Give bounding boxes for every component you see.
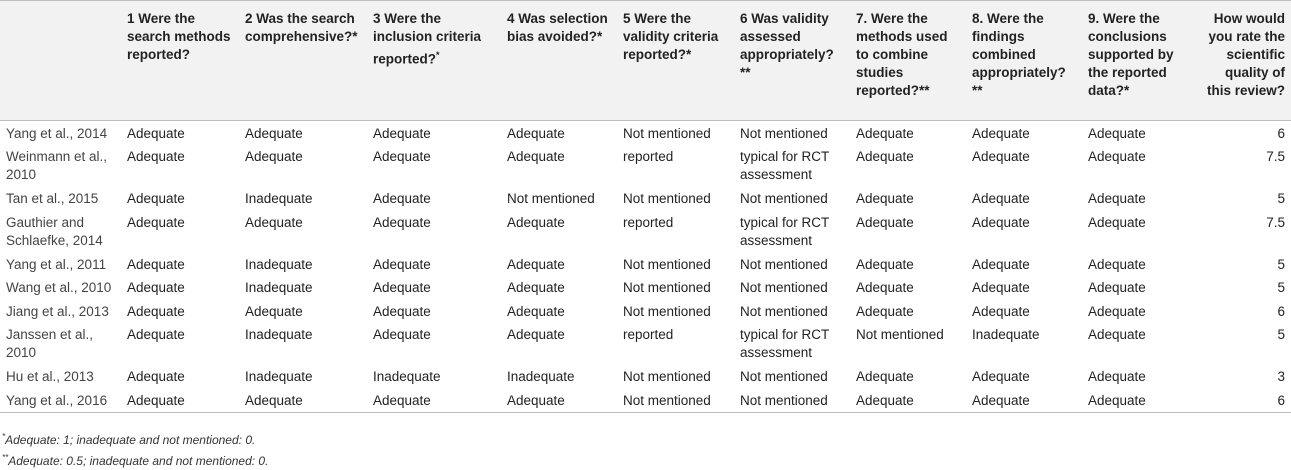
- rating-cell: Adequate: [856, 126, 914, 141]
- rating-cell: Adequate: [507, 149, 565, 164]
- rating-cell: Adequate: [245, 126, 303, 141]
- column-header-text: 8. Were the findings combined appropriately?**: [972, 11, 1066, 98]
- rating-cell: Adequate: [1088, 303, 1146, 319]
- rating-cell: Not mentioned: [623, 126, 711, 141]
- rating-cell: Adequate: [245, 214, 303, 230]
- study-cell: Yang et al., 2014: [6, 126, 108, 141]
- rating-cell: Adequate: [1088, 191, 1146, 206]
- rating-cell: Adequate: [972, 369, 1030, 384]
- rating-cell: Not mentioned: [623, 256, 711, 272]
- rating-cell: Adequate: [373, 214, 431, 230]
- study-cell: Gauthier and Schlaefke, 2014: [6, 214, 103, 248]
- score-cell: 3: [1277, 369, 1285, 384]
- footnote: [2, 449, 268, 470]
- footnote-mark: *: [2, 432, 6, 441]
- study-cell: Yang et al., 2011: [6, 256, 107, 272]
- column-header-text: 5 Were the validity criteria reported?*: [623, 11, 719, 62]
- column-header-mark: *: [436, 50, 440, 60]
- footnote-text: Adequate: 0.5; inadequate and not mentioned: 0.: [8, 454, 269, 468]
- rating-cell: Adequate: [501, 388, 617, 413]
- rating-cell: Adequate: [1082, 388, 1200, 413]
- rating-cell: Not mentioned: [740, 280, 828, 295]
- score-cell: 5: [1277, 327, 1285, 342]
- table-row: [0, 364, 1291, 388]
- rating-cell: Not mentioned: [623, 280, 711, 295]
- rating-cell: Adequate: [856, 256, 914, 272]
- score-cell: 5: [1277, 256, 1285, 272]
- rating-cell: Adequate: [1088, 280, 1146, 295]
- rating-cell: Adequate: [972, 214, 1030, 230]
- rating-cell: Adequate: [373, 303, 431, 319]
- rating-cell: Adequate: [1088, 126, 1146, 141]
- rating-cell: typical for RCT assessment: [740, 214, 830, 248]
- rating-cell: Inadequate: [245, 280, 313, 295]
- rating-cell: Adequate: [373, 126, 431, 141]
- rating-cell: Not mentioned: [623, 303, 711, 319]
- rating-cell: Adequate: [856, 369, 914, 384]
- rating-cell: Inadequate: [245, 191, 313, 206]
- table-row: [0, 322, 1291, 364]
- column-header-text: How would you rate the scientific quality of this review?: [1206, 11, 1285, 98]
- rating-cell: Adequate: [373, 256, 431, 272]
- footnotes: [2, 428, 268, 470]
- column-header-text: 2 Was the search comprehensive?*: [245, 11, 358, 44]
- rating-cell: Adequate: [507, 214, 565, 230]
- rating-cell: Adequate: [856, 303, 914, 319]
- rating-cell: Inadequate: [245, 369, 313, 384]
- score-cell: 6: [1277, 126, 1285, 141]
- column-header: [121, 1, 239, 121]
- column-header: [501, 1, 617, 121]
- table-row: [0, 210, 1291, 252]
- rating-cell: Adequate: [1088, 369, 1146, 384]
- study-cell: Yang et al., 2016: [0, 388, 121, 413]
- column-header: [734, 1, 850, 121]
- rating-cell: Not mentioned: [740, 126, 828, 141]
- footnote-mark: **: [2, 453, 9, 462]
- table-row: [0, 299, 1291, 323]
- study-cell: Wang et al., 2010: [6, 280, 112, 295]
- rating-cell: Adequate: [507, 126, 565, 141]
- rating-cell: Adequate: [972, 149, 1030, 164]
- rating-cell: Inadequate: [245, 327, 313, 342]
- table-body: [0, 121, 1291, 413]
- rating-cell: Adequate: [373, 327, 431, 342]
- column-header-text: 1 Were the search methods reported?: [127, 11, 231, 62]
- column-header: [1200, 1, 1291, 121]
- rating-cell: Adequate: [127, 214, 185, 230]
- rating-cell: Adequate: [856, 280, 914, 295]
- table-row: [0, 186, 1291, 210]
- rating-cell: Not mentioned: [740, 256, 828, 272]
- rating-cell: Adequate: [972, 303, 1030, 319]
- rating-cell: typical for RCT assessment: [740, 149, 830, 182]
- rating-cell: reported: [623, 149, 674, 164]
- study-cell: Jiang et al., 2013: [6, 303, 109, 319]
- rating-cell: Adequate: [850, 388, 966, 413]
- rating-cell: Adequate: [966, 388, 1082, 413]
- table-row: [0, 121, 1291, 145]
- rating-cell: Adequate: [507, 280, 565, 295]
- rating-cell: Adequate: [1088, 214, 1146, 230]
- rating-cell: Adequate: [373, 280, 431, 295]
- rating-cell: Adequate: [127, 303, 185, 319]
- header-row: [0, 1, 1291, 121]
- rating-cell: Adequate: [972, 191, 1030, 206]
- column-header-text: 6 Was validity assessed appropriately?**: [740, 11, 834, 80]
- table-row: [0, 275, 1291, 299]
- rating-cell: Adequate: [373, 149, 431, 164]
- rating-cell: Not mentioned: [740, 303, 828, 319]
- column-header: [966, 1, 1082, 121]
- rating-cell: Adequate: [1088, 149, 1146, 164]
- rating-cell: Not mentioned: [856, 327, 944, 342]
- rating-cell: Not mentioned: [507, 191, 595, 206]
- rating-cell: Adequate: [972, 126, 1030, 141]
- column-header: [1082, 1, 1200, 121]
- rating-cell: Adequate: [507, 256, 565, 272]
- rating-cell: Adequate: [856, 191, 914, 206]
- column-header: [850, 1, 966, 121]
- study-cell: Tan et al., 2015: [6, 191, 99, 206]
- rating-cell: reported: [623, 327, 674, 342]
- rating-cell: Adequate: [856, 149, 914, 164]
- rating-cell: Adequate: [127, 280, 185, 295]
- score-cell: 7.5: [1266, 214, 1285, 230]
- rating-cell: Adequate: [127, 327, 185, 342]
- score-cell: 6: [1277, 303, 1285, 319]
- rating-cell: Adequate: [507, 303, 565, 319]
- rating-cell: Adequate: [239, 388, 367, 413]
- rating-cell: Adequate: [127, 126, 185, 141]
- rating-cell: Inadequate: [972, 327, 1040, 342]
- rating-cell: Adequate: [373, 191, 431, 206]
- rating-cell: Not mentioned: [734, 388, 850, 413]
- column-header-text: 4 Was selection bias avoided?*: [507, 11, 608, 44]
- rating-cell: Inadequate: [373, 369, 441, 384]
- column-header-text: 9. Were the conclusions supported by the reported data?*: [1088, 11, 1174, 98]
- study-cell: Janssen et al., 2010: [6, 327, 94, 360]
- rating-cell: Adequate: [127, 149, 185, 164]
- rating-cell: Inadequate: [245, 256, 313, 272]
- rating-cell: Adequate: [245, 303, 303, 319]
- rating-cell: Adequate: [972, 256, 1030, 272]
- rating-cell: Adequate: [245, 149, 303, 164]
- rating-cell: Adequate: [1088, 327, 1146, 342]
- rating-cell: Not mentioned: [740, 369, 828, 384]
- rating-cell: Adequate: [127, 369, 185, 384]
- rating-cell: typical for RCT assessment: [740, 327, 830, 360]
- table-row: [0, 252, 1291, 276]
- rating-cell: Not mentioned: [623, 369, 711, 384]
- table-row: [0, 144, 1291, 186]
- score-cell: 7.5: [1266, 149, 1285, 164]
- rating-cell: Not mentioned: [740, 191, 828, 206]
- rating-cell: Adequate: [367, 388, 501, 413]
- rating-cell: Inadequate: [507, 369, 575, 384]
- rating-cell: Adequate: [507, 327, 565, 342]
- rating-cell: Adequate: [972, 280, 1030, 295]
- study-cell: Weinmann et al., 2010: [6, 149, 108, 182]
- column-header: [617, 1, 734, 121]
- rating-cell: Not mentioned: [617, 388, 734, 413]
- rating-cell: Adequate: [127, 256, 185, 272]
- score-cell: 5: [1277, 191, 1285, 206]
- rating-cell: reported: [623, 214, 674, 230]
- table-row: [0, 388, 1291, 413]
- footnote: [2, 428, 268, 449]
- study-cell: Hu et al., 2013: [6, 369, 94, 384]
- column-header: [239, 1, 367, 121]
- score-cell: 5: [1277, 280, 1285, 295]
- rating-cell: Adequate: [1088, 256, 1146, 272]
- rating-cell: Adequate: [856, 214, 914, 230]
- column-header-text: 3 Were the inclusion criteria reported?: [373, 11, 482, 67]
- column-header: [367, 1, 501, 121]
- column-header-text: 7. Were the methods used to combine studies reported?**: [856, 11, 948, 98]
- rating-cell: Adequate: [127, 191, 185, 206]
- footnote-text: Adequate: 1; inadequate and not mentioned: 0.: [5, 433, 256, 447]
- column-header: [0, 1, 121, 121]
- score-cell: 6: [1200, 388, 1291, 413]
- rating-cell: Not mentioned: [623, 191, 711, 206]
- rating-cell: Adequate: [121, 388, 239, 413]
